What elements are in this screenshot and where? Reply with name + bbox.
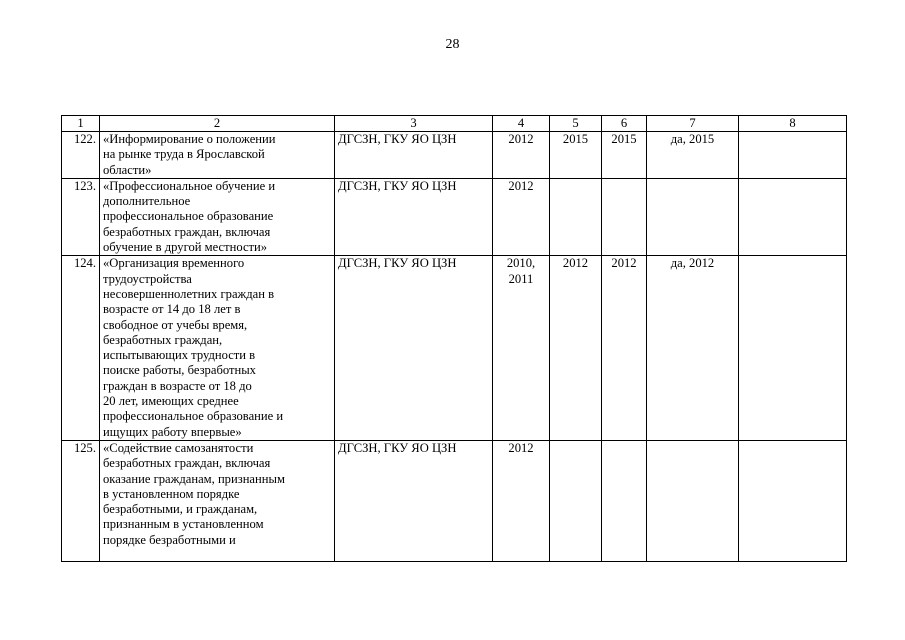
measure-name-line: безработных граждан, xyxy=(103,332,223,347)
column-6-value xyxy=(602,178,647,255)
table-row xyxy=(62,178,847,255)
measure-name-line: безработных граждан, включая xyxy=(103,456,271,471)
measure-name-line: «Профессиональное обучение и xyxy=(103,178,276,193)
start-year xyxy=(493,132,550,179)
start-year xyxy=(493,440,550,561)
table-row xyxy=(62,256,847,441)
column-8-value xyxy=(739,132,847,179)
row-number: 123. xyxy=(62,178,100,255)
measure-name xyxy=(100,256,335,441)
measure-name-line: области» xyxy=(103,162,152,177)
measure-name-line: обучение в другой местности» xyxy=(103,240,268,255)
column-5-value xyxy=(550,178,602,255)
start-year-line: 2012 xyxy=(508,440,534,455)
row-number: 124. xyxy=(62,256,100,441)
column-5-value: 2015 xyxy=(550,132,602,179)
measure-name-line: поиске работы, безработных xyxy=(103,363,256,378)
row-number: 122. xyxy=(62,132,100,179)
column-6-value: 2015 xyxy=(602,132,647,179)
measure-name-line: испытывающих трудности в xyxy=(103,348,256,363)
header-cell: 8 xyxy=(739,116,847,132)
header-cell: 5 xyxy=(550,116,602,132)
measure-name xyxy=(100,132,335,179)
page-number: 28 xyxy=(445,37,460,52)
start-year-line: 2012 xyxy=(508,132,534,146)
measure-name-line: оказание гражданам, признанным xyxy=(103,471,285,486)
column-6-value: 2012 xyxy=(602,256,647,441)
header-cell: 3 xyxy=(335,116,493,132)
column-8-value xyxy=(739,440,847,561)
measure-name-line: профессиональное образование xyxy=(103,209,274,224)
table-row xyxy=(62,440,847,561)
measure-name-line: граждан в возрасте от 18 до xyxy=(103,378,252,393)
measure-name-line: 20 лет, имеющих среднее xyxy=(103,394,239,409)
measure-name-line: «Содействие самозанятости xyxy=(103,440,254,455)
executor: ДГСЗН, ГКУ ЯО ЦЗН xyxy=(335,178,493,255)
column-8-value xyxy=(739,256,847,441)
measure-name-line: свободное от учебы время, xyxy=(103,317,248,332)
start-year-line: 2010, xyxy=(506,256,536,271)
measure-name-line: в установленном порядке xyxy=(103,486,240,501)
column-6-value xyxy=(602,440,647,561)
measure-name-line: несовершеннолетних граждан в xyxy=(103,286,275,301)
column-5-value: 2012 xyxy=(550,256,602,441)
measure-name-line: возрасте от 14 до 18 лет в xyxy=(103,302,241,317)
measure-name-line: трудоустройства xyxy=(103,271,192,286)
measure-name xyxy=(100,178,335,255)
measure-name-line: безработных граждан, включая xyxy=(103,224,271,239)
executor: ДГСЗН, ГКУ ЯО ЦЗН xyxy=(335,132,493,179)
measure-name xyxy=(100,440,335,561)
start-year-line: 2011 xyxy=(508,271,534,286)
column-5-value xyxy=(550,440,602,561)
measure-name-line: на рынке труда в Ярославской xyxy=(103,147,265,162)
start-year-line: 2012 xyxy=(508,178,534,193)
column-7-value xyxy=(647,178,739,255)
measure-name-line: «Организация временного xyxy=(103,256,245,271)
header-cell: 6 xyxy=(602,116,647,132)
header-cell: 4 xyxy=(493,116,550,132)
measures-table xyxy=(61,115,847,562)
start-year xyxy=(493,256,550,441)
column-7-value: да, 2012 xyxy=(647,256,739,441)
measure-name-line: дополнительное xyxy=(103,194,191,209)
measure-name-line: признанным в установленном xyxy=(103,517,264,532)
header-cell: 1 xyxy=(62,116,100,132)
measure-name-line: ищущих работу впервые» xyxy=(103,424,242,439)
measure-name-line: профессиональное образование и xyxy=(103,409,284,424)
row-number: 125. xyxy=(62,440,100,561)
executor: ДГСЗН, ГКУ ЯО ЦЗН xyxy=(335,256,493,441)
measure-name-line: порядке безработными и xyxy=(103,532,236,547)
table-header-row xyxy=(62,116,847,132)
measure-name-line: «Информирование о положении xyxy=(103,132,276,146)
header-cell: 7 xyxy=(647,116,739,132)
executor: ДГСЗН, ГКУ ЯО ЦЗН xyxy=(335,440,493,561)
measure-name-line: безработными, и гражданам, xyxy=(103,502,258,517)
header-cell: 2 xyxy=(100,116,335,132)
column-7-value xyxy=(647,440,739,561)
column-7-value: да, 2015 xyxy=(647,132,739,179)
start-year xyxy=(493,178,550,255)
column-8-value xyxy=(739,178,847,255)
table-row xyxy=(62,132,847,179)
